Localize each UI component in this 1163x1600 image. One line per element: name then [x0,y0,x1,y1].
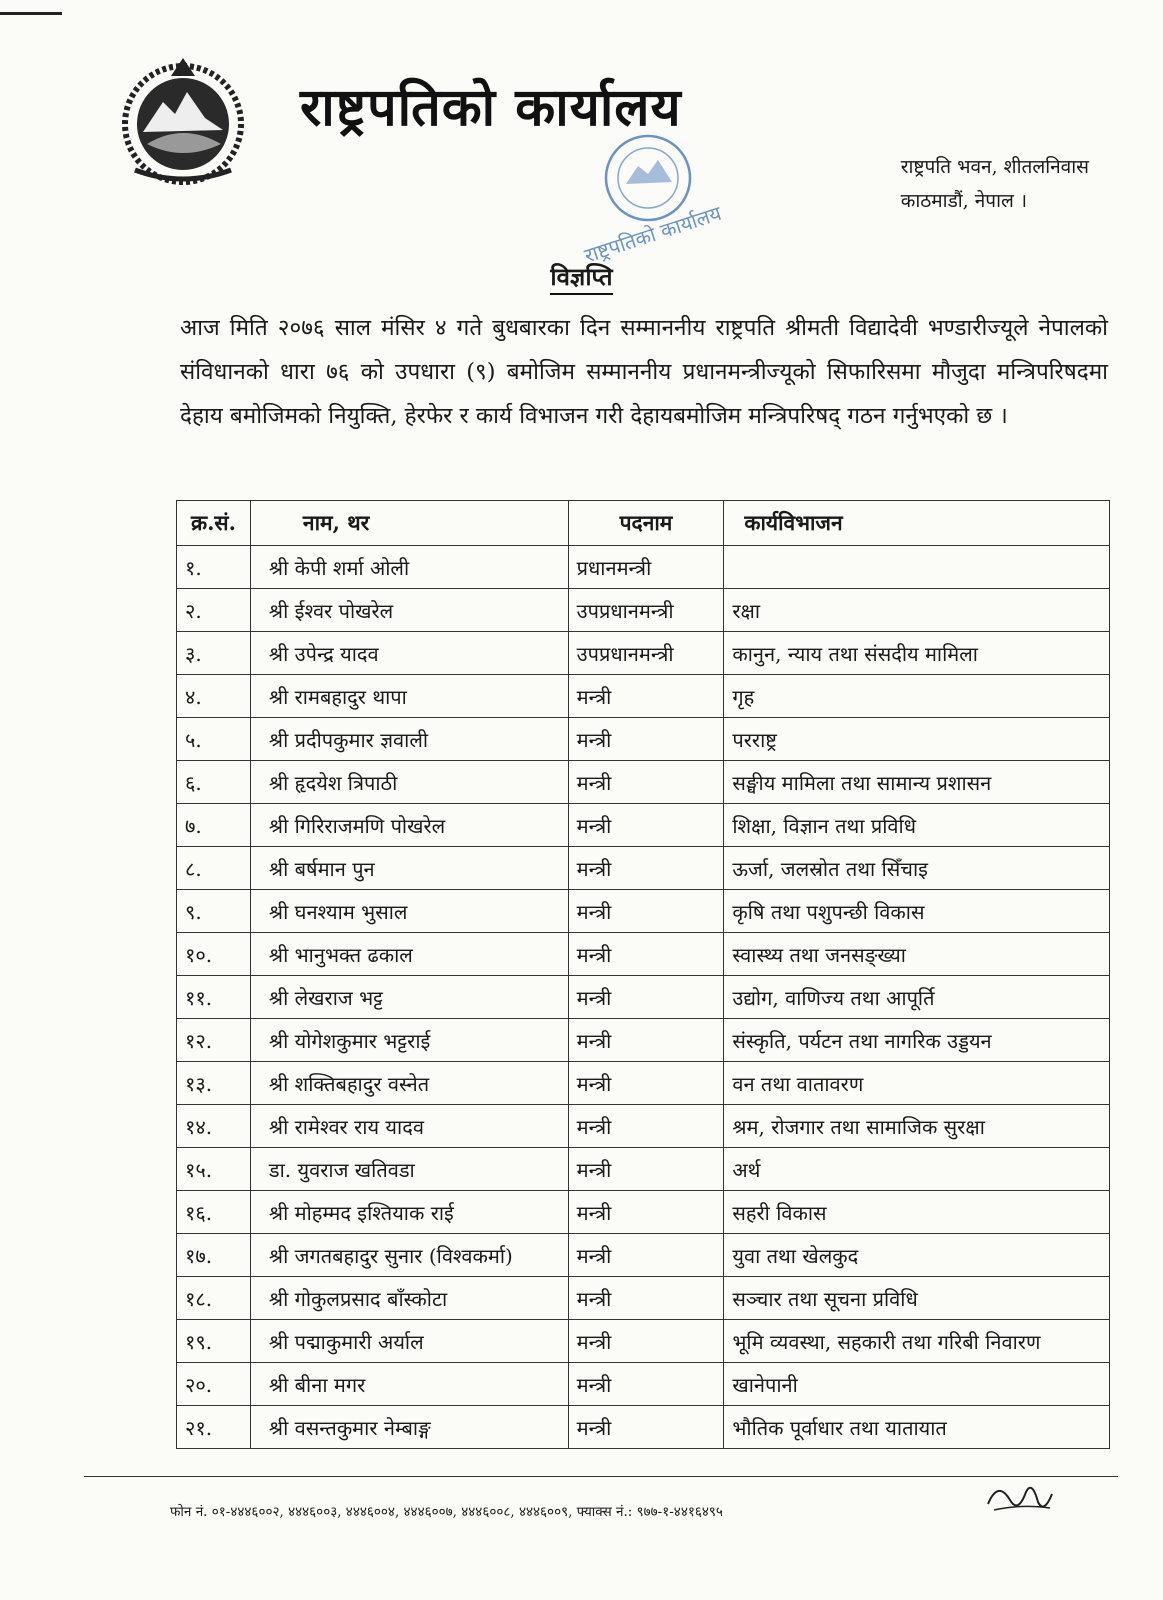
cell-post: मन्त्री [568,1019,724,1062]
cell-name: श्री पद्माकुमारी अर्याल [250,1320,568,1363]
cell-portfolio: संस्कृति, पर्यटन तथा नागरिक उड्डयन [724,1019,1110,1062]
cell-portfolio: सहरी विकास [724,1191,1110,1234]
cell-serial: १२. [177,1019,251,1062]
cell-name: श्री बीना मगर [250,1363,568,1406]
cell-portfolio: वन तथा वातावरण [724,1062,1110,1105]
address-line-1: राष्ट्रपति भवन, शीतलनिवास [900,156,1089,178]
cell-name: श्री मोहम्मद इश्तियाक राई [250,1191,568,1234]
table-row [177,1320,1110,1363]
cell-name: श्री ईश्वर पोखरेल [250,589,568,632]
cell-serial: ७. [177,804,251,847]
cell-post: प्रधानमन्त्री [568,546,724,589]
table-row [177,1406,1110,1449]
cell-portfolio: ऊर्जा, जलस्रोत तथा सिँचाइ [724,847,1110,890]
table-row [177,718,1110,761]
cell-post: मन्त्री [568,933,724,976]
cell-post: उपप्रधानमन्त्री [568,632,724,675]
notice-body: आज मिति २०७६ साल मंसिर ४ गते बुधबारका दिन सम्माननीय राष्ट्रपति श्रीमती विद्यादेवी भण्डारीज्यूले नेपालको संविधानको धारा ७६ को उपधारा (९) बमोजिम सम्माननीय प्रधानमन्त्रीज्यूको सिफारिसमा मौजुदा मन्त्रिपरिषदमा देहाय बमोजिमको नियुक्ति, हेरफेर र कार्य विभाजन गरी देहायबमोजिम मन्त्रिपरिषद् गठन गर्नुभएको छ । [180,315,1108,429]
cell-serial: १६. [177,1191,251,1234]
table-row [177,847,1110,890]
cell-portfolio [724,546,1110,589]
cell-serial: १७. [177,1234,251,1277]
cell-name: श्री केपी शर्मा ओली [250,546,568,589]
header-post: पदनाम [568,501,724,546]
stamp-text: राष्ट्रपतिको कार्यालय [581,200,725,268]
table-row [177,1062,1110,1105]
cell-post: मन्त्री [568,1277,724,1320]
cell-name: श्री हृदयेश त्रिपाठी [250,761,568,804]
cell-name: डा. युवराज खतिवडा [250,1148,568,1191]
cell-serial: ८. [177,847,251,890]
cell-name: श्री भानुभक्त ढकाल [250,933,568,976]
table-row [177,546,1110,589]
cell-post: मन्त्री [568,1191,724,1234]
cell-name: श्री गोकुलप्रसाद बाँस्कोटा [250,1277,568,1320]
cell-serial: ६. [177,761,251,804]
table-row [177,1234,1110,1277]
office-address [901,150,1089,218]
cell-serial: १४. [177,1105,251,1148]
cell-post: मन्त्री [568,1105,724,1148]
cell-portfolio: शिक्षा, विज्ञान तथा प्रविधि [724,804,1110,847]
table-row [177,1105,1110,1148]
table-row [177,675,1110,718]
cell-portfolio: परराष्ट्र [724,718,1110,761]
address-line-2: काठमाडौं, नेपाल । [900,190,1028,212]
corner-mark [0,12,62,15]
table-row [177,1277,1110,1320]
cell-name: श्री उपेन्द्र यादव [250,632,568,675]
cell-portfolio: श्रम, रोजगार तथा सामाजिक सुरक्षा [724,1105,1110,1148]
table-row [177,1019,1110,1062]
cell-portfolio: युवा तथा खेलकुद [724,1234,1110,1277]
cell-post: मन्त्री [568,1148,724,1191]
footer-contact: फोन नं. ०१-४४४६००२, ४४४६००३, ४४४६००४, ४४४६००७, ४४४६००८, ४४४६००९, फ्याक्स नं.: ९७७-१-४४१६४९५ [170,1504,723,1520]
cell-post: मन्त्री [568,976,724,1019]
cell-portfolio: कृषि तथा पशुपन्छी विकास [724,890,1110,933]
cell-serial: ९. [177,890,251,933]
table-row [177,1363,1110,1406]
cell-serial: १९. [177,1320,251,1363]
cell-post: मन्त्री [568,804,724,847]
cell-post: उपप्रधानमन्त्री [568,589,724,632]
cabinet-table-body [177,546,1110,1449]
cell-post: मन्त्री [568,890,724,933]
cell-name: श्री रामबहादुर थापा [250,675,568,718]
cell-post: मन्त्री [568,1234,724,1277]
cell-portfolio: अर्थ [724,1148,1110,1191]
cell-serial: ५. [177,718,251,761]
cell-name: श्री शक्तिबहादुर वस्नेत [250,1062,568,1105]
cell-serial: ३. [177,632,251,675]
cell-portfolio: खानेपानी [724,1363,1110,1406]
table-row [177,890,1110,933]
table-row [177,589,1110,632]
cell-name: श्री बर्षमान पुन [250,847,568,890]
table-row [177,804,1110,847]
table-row [177,1191,1110,1234]
cell-name: श्री योगेशकुमार भट्टराई [250,1019,568,1062]
cell-name: श्री लेखराज भट्ट [250,976,568,1019]
cell-portfolio: सङ्घीय मामिला तथा सामान्य प्रशासन [724,761,1110,804]
cell-name: श्री वसन्तकुमार नेम्बाङ्ग [250,1406,568,1449]
cell-serial: १३. [177,1062,251,1105]
cell-portfolio: रक्षा [724,589,1110,632]
cell-portfolio: स्वास्थ्य तथा जनसङ्ख्या [724,933,1110,976]
cell-post: मन्त्री [568,675,724,718]
cell-portfolio: भौतिक पूर्वाधार तथा यातायात [724,1406,1110,1449]
cell-post: मन्त्री [568,1406,724,1449]
cell-portfolio: उद्योग, वाणिज्य तथा आपूर्ति [724,976,1110,1019]
cell-name: श्री प्रदीपकुमार ज्ञवाली [250,718,568,761]
cell-serial: ४. [177,675,251,718]
cell-serial: २. [177,589,251,632]
cell-serial: १८. [177,1277,251,1320]
cell-portfolio: भूमि व्यवस्था, सहकारी तथा गरिबी निवारण [724,1320,1110,1363]
table-row [177,761,1110,804]
header-serial: क्र.सं. [177,501,251,546]
nepal-emblem-icon [113,52,253,192]
cell-post: मन्त्री [568,847,724,890]
cell-serial: १५. [177,1148,251,1191]
cell-post: मन्त्री [568,1062,724,1105]
table-header-row [177,501,1110,546]
cell-portfolio: सञ्चार तथा सूचना प्रविधि [724,1277,1110,1320]
cell-post: मन्त्री [568,1320,724,1363]
cell-name: श्री गिरिराजमणि पोखरेल [250,804,568,847]
cell-serial: २१. [177,1406,251,1449]
cell-name: श्री घनश्याम भुसाल [250,890,568,933]
cell-portfolio: कानुन, न्याय तथा संसदीय मामिला [724,632,1110,675]
cell-name: श्री जगतबहादुर सुनार (विश्वकर्मा) [250,1234,568,1277]
header-name: नाम, थर [250,501,568,546]
table-row [177,933,1110,976]
footer-divider [84,1476,1118,1477]
office-stamp [578,118,758,268]
cell-name: श्री रामेश्वर राय यादव [250,1105,568,1148]
table-row [177,1148,1110,1191]
cell-serial: १०. [177,933,251,976]
table-row [177,632,1110,675]
cell-serial: ११. [177,976,251,1019]
table-row [177,976,1110,1019]
cell-post: मन्त्री [568,718,724,761]
cabinet-table [176,500,1110,1449]
cell-portfolio: गृह [724,675,1110,718]
cell-serial: २०. [177,1363,251,1406]
signature-mark [980,1474,1060,1524]
cell-post: मन्त्री [568,761,724,804]
header-portfolio: कार्यविभाजन [724,501,1110,546]
cell-post: मन्त्री [568,1363,724,1406]
notice-title: विज्ञप्ति [0,260,1163,293]
office-title: राष्ट्रपतिको कार्यालय [300,78,682,138]
cell-serial: १. [177,546,251,589]
